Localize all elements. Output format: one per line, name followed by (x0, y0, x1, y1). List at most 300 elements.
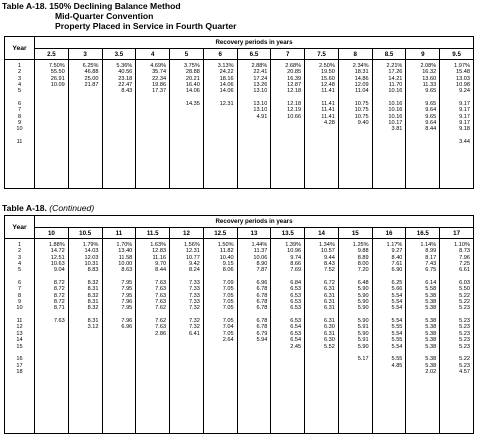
rate-value: 17.37 (152, 88, 167, 95)
rate-value: 9.17 (459, 113, 470, 120)
rate-value: 6.53 (290, 330, 302, 337)
year-label: 13 (16, 330, 23, 337)
rate-value: 8.32 (87, 292, 99, 299)
table1-year-header: Year (5, 37, 35, 60)
rate-value: 7.20 (357, 267, 369, 274)
rate-value: 2.45 (290, 343, 302, 350)
rate-value: 11.58 (118, 254, 133, 261)
rate-value: 9.88 (357, 248, 369, 255)
rate-value: 1.14% (420, 242, 437, 248)
rate-value: 4.91 (256, 113, 268, 120)
rate-value: 7.95 (121, 292, 133, 299)
rate-value: 11.41 (321, 101, 335, 108)
rate-value: 6.54 (290, 324, 302, 331)
table1-rate-column (406, 60, 440, 189)
rate-value: 2.68% (285, 63, 302, 69)
rate-value: 7.69 (290, 267, 302, 274)
rate-value: 5.23 (459, 343, 470, 350)
rate-value: 3.75% (183, 63, 200, 69)
table1-title (2, 1, 236, 31)
table1-period-header: 9.5 (440, 49, 474, 60)
rate-value (35, 369, 65, 375)
rate-value: 4.28 (324, 120, 335, 127)
rate-value: 5.38 (425, 299, 437, 306)
rate-value: 7.43 (425, 261, 437, 268)
table2-rate-column (440, 239, 474, 434)
table1-period-header: 7.5 (305, 49, 339, 60)
rate-value (35, 139, 65, 145)
year-label: 11 (16, 318, 23, 325)
table1-period-header: 5 (170, 49, 204, 60)
rate-value (170, 369, 200, 375)
table1-rate-column (35, 60, 69, 189)
rate-value: 5.22 (459, 299, 470, 306)
rate-value: 7.05 (222, 299, 234, 306)
table1-rate-column (271, 60, 305, 189)
rate-value: 11.41 (321, 88, 335, 95)
table2-rate-column (136, 239, 170, 434)
rate-value: 1.50% (217, 242, 234, 248)
rate-value: 6.31 (324, 305, 335, 312)
rate-value: 8.99 (425, 248, 437, 255)
rate-value: 8.71 (53, 305, 65, 312)
rate-value: 6.78 (256, 305, 268, 312)
table1-period-header: 6.5 (237, 49, 271, 60)
year-label: 6 (17, 101, 22, 108)
rate-value: 9.17 (459, 101, 470, 108)
table2-period-header: 13 (237, 228, 271, 239)
rate-value: 5.23 (459, 324, 470, 331)
rate-value: 5.54 (391, 292, 403, 299)
rate-value (271, 369, 301, 375)
rate-value: 6.53 (290, 305, 302, 312)
rate-value: 14.35 (185, 101, 200, 108)
table1-title-line-1: Table A-18. 150% Declining Balance Method (2, 1, 181, 11)
rate-value: 26.91 (50, 75, 65, 82)
rate-value: 10.75 (354, 107, 369, 114)
rate-value: 12.51 (50, 254, 65, 261)
rate-value: 5.58 (425, 286, 437, 293)
rate-value: 1.39% (285, 242, 302, 248)
rate-value: 10.98 (456, 82, 470, 89)
rate-value: 13.40 (118, 248, 133, 255)
rate-value: 5.90 (357, 286, 369, 293)
rate-value: 46.88 (84, 69, 99, 76)
rate-value: 11.33 (422, 82, 437, 89)
rate-value: 4.57 (459, 368, 470, 375)
year-label: 17 (16, 362, 23, 369)
year-label: 18 (16, 368, 23, 375)
rate-value: 28.88 (185, 69, 200, 76)
rate-value: 15.60 (320, 75, 335, 82)
year-label: 4 (17, 261, 22, 268)
table1-period-header: 9 (406, 49, 440, 60)
rate-value: 14.03 (84, 248, 99, 255)
year-label: 8 (17, 113, 22, 120)
rate-value: 5.54 (391, 318, 403, 325)
rate-value: 5.38 (425, 330, 437, 337)
rate-value: 14.21 (388, 75, 403, 82)
rate-value: 5.38 (425, 305, 437, 312)
rate-value: 13.10 (253, 107, 268, 114)
rate-value: 5.91 (357, 337, 369, 344)
rate-value: 8.72 (53, 292, 65, 299)
rate-value: 6.14 (425, 280, 437, 287)
rate-value: 14.06 (185, 88, 200, 95)
rate-value: 5.54 (391, 343, 403, 350)
rate-value: 8.90 (256, 261, 268, 268)
rate-value: 5.22 (459, 356, 470, 363)
rate-value: 40.56 (118, 69, 133, 76)
rate-value: 13.03 (456, 75, 470, 82)
rate-value: 7.05 (222, 292, 234, 299)
rate-value: 8.31 (87, 286, 99, 293)
rate-value: 13.26 (253, 82, 268, 89)
rate-value (373, 139, 403, 145)
rate-value: 2.02 (425, 368, 437, 375)
year-label: 9 (17, 299, 22, 306)
rate-value: 6.96 (121, 324, 133, 331)
rate-value: 16.40 (185, 82, 200, 89)
rate-value: 7.33 (188, 299, 200, 306)
rate-value: 5.90 (357, 343, 369, 350)
rate-value (305, 139, 335, 145)
rate-value: 5.90 (357, 305, 369, 312)
rate-value: 10.75 (354, 113, 369, 120)
rate-value: 7.61 (391, 261, 403, 268)
year-label: 7 (17, 286, 22, 293)
table2-period-header: 11 (102, 228, 136, 239)
rate-value: 8.06 (222, 267, 234, 274)
table1-rate-column (102, 60, 136, 189)
rate-value: 6.53 (290, 286, 302, 293)
rate-value: 8.72 (53, 280, 65, 287)
rate-value: 1.79% (82, 242, 99, 248)
rate-value: 13.60 (422, 75, 437, 82)
rate-value: 8.43 (324, 261, 335, 268)
rate-value: 8.17 (425, 254, 437, 261)
table2-period-header: 12 (170, 228, 204, 239)
table1-group-header: Recovery periods in years (35, 37, 474, 49)
rate-value: 55.50 (50, 69, 65, 76)
rate-value: 7.96 (121, 318, 133, 325)
rate-value (136, 139, 166, 145)
rate-value: 1.44% (251, 242, 268, 248)
rate-value: 20.85 (287, 69, 302, 76)
year-label: 9 (17, 120, 22, 127)
rate-value: 9.64 (425, 107, 437, 114)
rate-value: 9.17 (459, 120, 470, 127)
table1-period-header: 3.5 (102, 49, 136, 60)
rate-value: 11.04 (355, 88, 369, 95)
table1-period-header: 3 (68, 49, 102, 60)
rate-value: 1.88% (48, 242, 65, 248)
rate-value (69, 369, 99, 375)
rate-value: 5.38 (425, 356, 437, 363)
rate-value: 5.38 (425, 337, 437, 344)
table2-rate-column (305, 239, 339, 434)
rate-value: 9.65 (425, 101, 437, 108)
table1-year-column (5, 60, 35, 189)
rate-value (271, 139, 301, 145)
rate-value: 7.63 (155, 280, 167, 287)
year-label: 4 (17, 82, 22, 89)
rate-value: 20.21 (185, 75, 200, 82)
rate-value: 2.64 (222, 337, 234, 344)
table1-period-header: 4 (136, 49, 170, 60)
rate-value: 6.41 (188, 330, 200, 337)
year-label: 10 (16, 126, 23, 133)
rate-value: 18.16 (219, 75, 234, 82)
rate-value: 7.96 (459, 254, 470, 261)
rate-value: 8.89 (357, 254, 369, 261)
rate-value (204, 369, 234, 375)
rate-value: 9.42 (188, 261, 200, 268)
rate-value: 7.63 (155, 299, 167, 306)
rate-value: 1.70% (116, 242, 133, 248)
table2-title (2, 203, 94, 213)
rate-value: 9.04 (53, 267, 65, 274)
rate-value: 10.16 (388, 88, 403, 95)
rate-value: 7.33 (188, 280, 200, 287)
table1-period-header: 8 (338, 49, 372, 60)
year-label: 2 (17, 248, 22, 255)
year-label: 16 (16, 356, 23, 363)
rate-value: 7.32 (188, 305, 200, 312)
rate-value: 7.63 (155, 324, 167, 331)
rate-value: 6.31 (324, 330, 335, 337)
rate-value: 1.10% (454, 242, 470, 248)
rate-value: 6.53 (290, 292, 302, 299)
table1-period-header: 2.5 (35, 49, 69, 60)
rate-value: 14.06 (219, 82, 234, 89)
table1-rate-column (338, 60, 372, 189)
rate-value: 6.25% (82, 63, 99, 69)
table1-period-header: 6 (203, 49, 237, 60)
rate-value: 17.26 (388, 69, 403, 76)
rate-value: 6.72 (324, 280, 335, 287)
table1 (4, 36, 474, 189)
rate-value: 18.31 (354, 69, 369, 76)
rate-value: 5.54 (391, 299, 403, 306)
rate-value: 8.72 (53, 299, 65, 306)
rate-value: 7.96 (121, 299, 133, 306)
rate-value: 9.44 (324, 254, 335, 261)
rate-value: 5.55 (391, 337, 403, 344)
rate-value: 9.40 (357, 120, 369, 127)
table1-rate-column (305, 60, 339, 189)
rate-value: 5.90 (357, 299, 369, 306)
rate-value: 6.75 (425, 267, 437, 274)
rate-value: 7.32 (188, 318, 200, 325)
rate-value: 5.90 (357, 330, 369, 337)
table2-title-prefix: Table A-18. (2, 203, 50, 213)
rate-value (238, 369, 268, 375)
table1-title-line-2: Mid-Quarter Convention (55, 11, 154, 21)
rate-value: 12.48 (320, 82, 335, 89)
rate-value: 3.12 (87, 324, 99, 331)
year-label: 7 (17, 107, 22, 114)
year-label: 2 (17, 69, 22, 76)
rate-value: 6.48 (357, 280, 369, 287)
table2-period-header: 16 (372, 228, 406, 239)
rate-value: 7.87 (256, 267, 268, 274)
rate-value (339, 369, 369, 375)
year-label: 11 (16, 139, 23, 146)
rate-value: 12.18 (287, 88, 302, 95)
rate-value: 10.09 (50, 82, 65, 89)
rate-value: 7.62 (155, 318, 167, 325)
rate-value: 8.32 (87, 305, 99, 312)
rate-value: 25.00 (84, 75, 99, 82)
rate-value: 13.10 (253, 101, 268, 108)
rate-value: 6.90 (391, 267, 403, 274)
rate-value: 7.63 (155, 286, 167, 293)
rate-value: 11.41 (321, 107, 335, 114)
rate-value: 11.41 (321, 113, 335, 120)
rate-value: 7.05 (222, 286, 234, 293)
rate-value: 5.38 (425, 318, 437, 325)
table2-period-header: 14 (305, 228, 339, 239)
rate-value: 11.82 (220, 248, 234, 255)
rate-value: 14.06 (219, 88, 234, 95)
table2-rate-column (271, 239, 305, 434)
rate-value: 5.38 (425, 362, 437, 369)
rate-value: 10.16 (388, 107, 403, 114)
rate-value: 15.48 (456, 69, 470, 76)
rate-value: 14.72 (50, 248, 65, 255)
rate-value: 24.22 (219, 69, 234, 76)
rate-value: 8.43 (121, 88, 133, 95)
rate-value (170, 139, 200, 145)
rate-value: 1.97% (454, 63, 470, 69)
rate-value: 8.44 (425, 126, 437, 133)
rate-value: 5.66 (391, 286, 403, 293)
rate-value: 5.90 (357, 318, 369, 325)
rate-value: 2.50% (319, 63, 335, 69)
table2-period-header: 13.5 (271, 228, 305, 239)
rate-value: 10.75 (354, 101, 369, 108)
rate-value: 6.61 (459, 267, 470, 274)
rate-value: 10.00 (118, 261, 133, 268)
table2-period-header: 16.5 (406, 228, 440, 239)
rate-value: 6.78 (256, 292, 268, 299)
rate-value: 6.79 (256, 330, 268, 337)
rate-value: 1.34% (319, 242, 335, 248)
rate-value: 6.53 (290, 318, 302, 325)
rate-value: 8.24 (188, 267, 200, 274)
rate-value: 12.83 (152, 248, 167, 255)
rate-value: 1.25% (352, 242, 369, 248)
rate-value: 9.70 (155, 261, 167, 268)
rate-value: 5.90 (357, 292, 369, 299)
rate-value: 10.40 (219, 254, 234, 261)
rate-value: 22.47 (118, 82, 133, 89)
table1-rate-column (372, 60, 406, 189)
rate-value: 9.65 (425, 88, 437, 95)
rate-value: 5.94 (256, 337, 268, 344)
rate-value: 6.54 (290, 337, 302, 344)
rate-value: 1.17% (386, 242, 403, 248)
rate-value: 35.74 (152, 69, 167, 76)
rate-value: 6.31 (324, 318, 335, 325)
rate-value: 12.19 (287, 107, 302, 114)
rate-value: 7.32 (188, 324, 200, 331)
rate-value: 8.31 (87, 299, 99, 306)
table1-period-header: 7 (271, 49, 305, 60)
table2-period-header: 12.5 (203, 228, 237, 239)
rate-value: 2.21% (386, 63, 403, 69)
rate-value: 10.16 (388, 113, 403, 120)
rate-value: 17.24 (253, 75, 268, 82)
rate-value: 5.55 (391, 324, 403, 331)
rate-value: 6.25 (391, 280, 403, 287)
rate-value (103, 139, 133, 145)
rate-value: 22.34 (152, 75, 167, 82)
rate-value: 1.56% (183, 242, 200, 248)
table1-rate-column (440, 60, 474, 189)
rate-value: 11.37 (253, 248, 268, 255)
rate-value: 12.31 (219, 101, 234, 108)
rate-value: 10.06 (253, 254, 268, 261)
table2-year-column (5, 239, 35, 434)
rate-value: 7.95 (121, 280, 133, 287)
table1-rate-column (237, 60, 271, 189)
rate-value: 6.30 (324, 324, 335, 331)
table2 (4, 215, 474, 434)
rate-value: 6.31 (324, 292, 335, 299)
year-label: 10 (16, 305, 23, 312)
rate-value: 9.64 (425, 120, 437, 127)
table1-rate-column (170, 60, 204, 189)
table2-period-header: 11.5 (136, 228, 170, 239)
rate-value (238, 139, 268, 145)
rate-value: 5.50 (459, 286, 470, 293)
rate-value: 11.70 (388, 82, 403, 89)
rate-value: 9.18 (459, 126, 470, 133)
rate-value: 12.09 (354, 82, 369, 89)
year-label: 3 (17, 254, 22, 261)
rate-value: 6.78 (256, 318, 268, 325)
rate-value: 8.83 (87, 267, 99, 274)
rate-value: 5.23 (459, 337, 470, 344)
rate-value: 1.63% (150, 242, 167, 248)
rate-value: 5.23 (459, 330, 470, 337)
rate-value: 10.63 (50, 261, 65, 268)
table2-period-header: 10.5 (68, 228, 102, 239)
rate-value: 5.23 (459, 318, 470, 325)
rate-value: 7.95 (121, 305, 133, 312)
rate-value: 10.31 (84, 261, 99, 268)
rate-value: 2.86 (155, 330, 167, 337)
table1-rate-column (203, 60, 237, 189)
rate-value: 11.16 (152, 254, 167, 261)
rate-value: 5.38 (425, 324, 437, 331)
rate-value: 6.78 (256, 324, 268, 331)
table2-period-header: 10 (35, 228, 69, 239)
table2-rate-column (237, 239, 271, 434)
rate-value: 7.95 (121, 286, 133, 293)
table2-group-header: Recovery periods in years (35, 216, 474, 228)
rate-value: 9.27 (391, 248, 403, 255)
rate-value: 12.31 (185, 248, 200, 255)
rate-value: 4.85 (391, 362, 403, 369)
year-label: 15 (16, 343, 23, 350)
rate-value: 7.63 (53, 318, 65, 325)
rate-value: 9.65 (425, 113, 437, 120)
rate-value: 5.55 (391, 356, 403, 363)
rate-value: 7.04 (222, 324, 234, 331)
